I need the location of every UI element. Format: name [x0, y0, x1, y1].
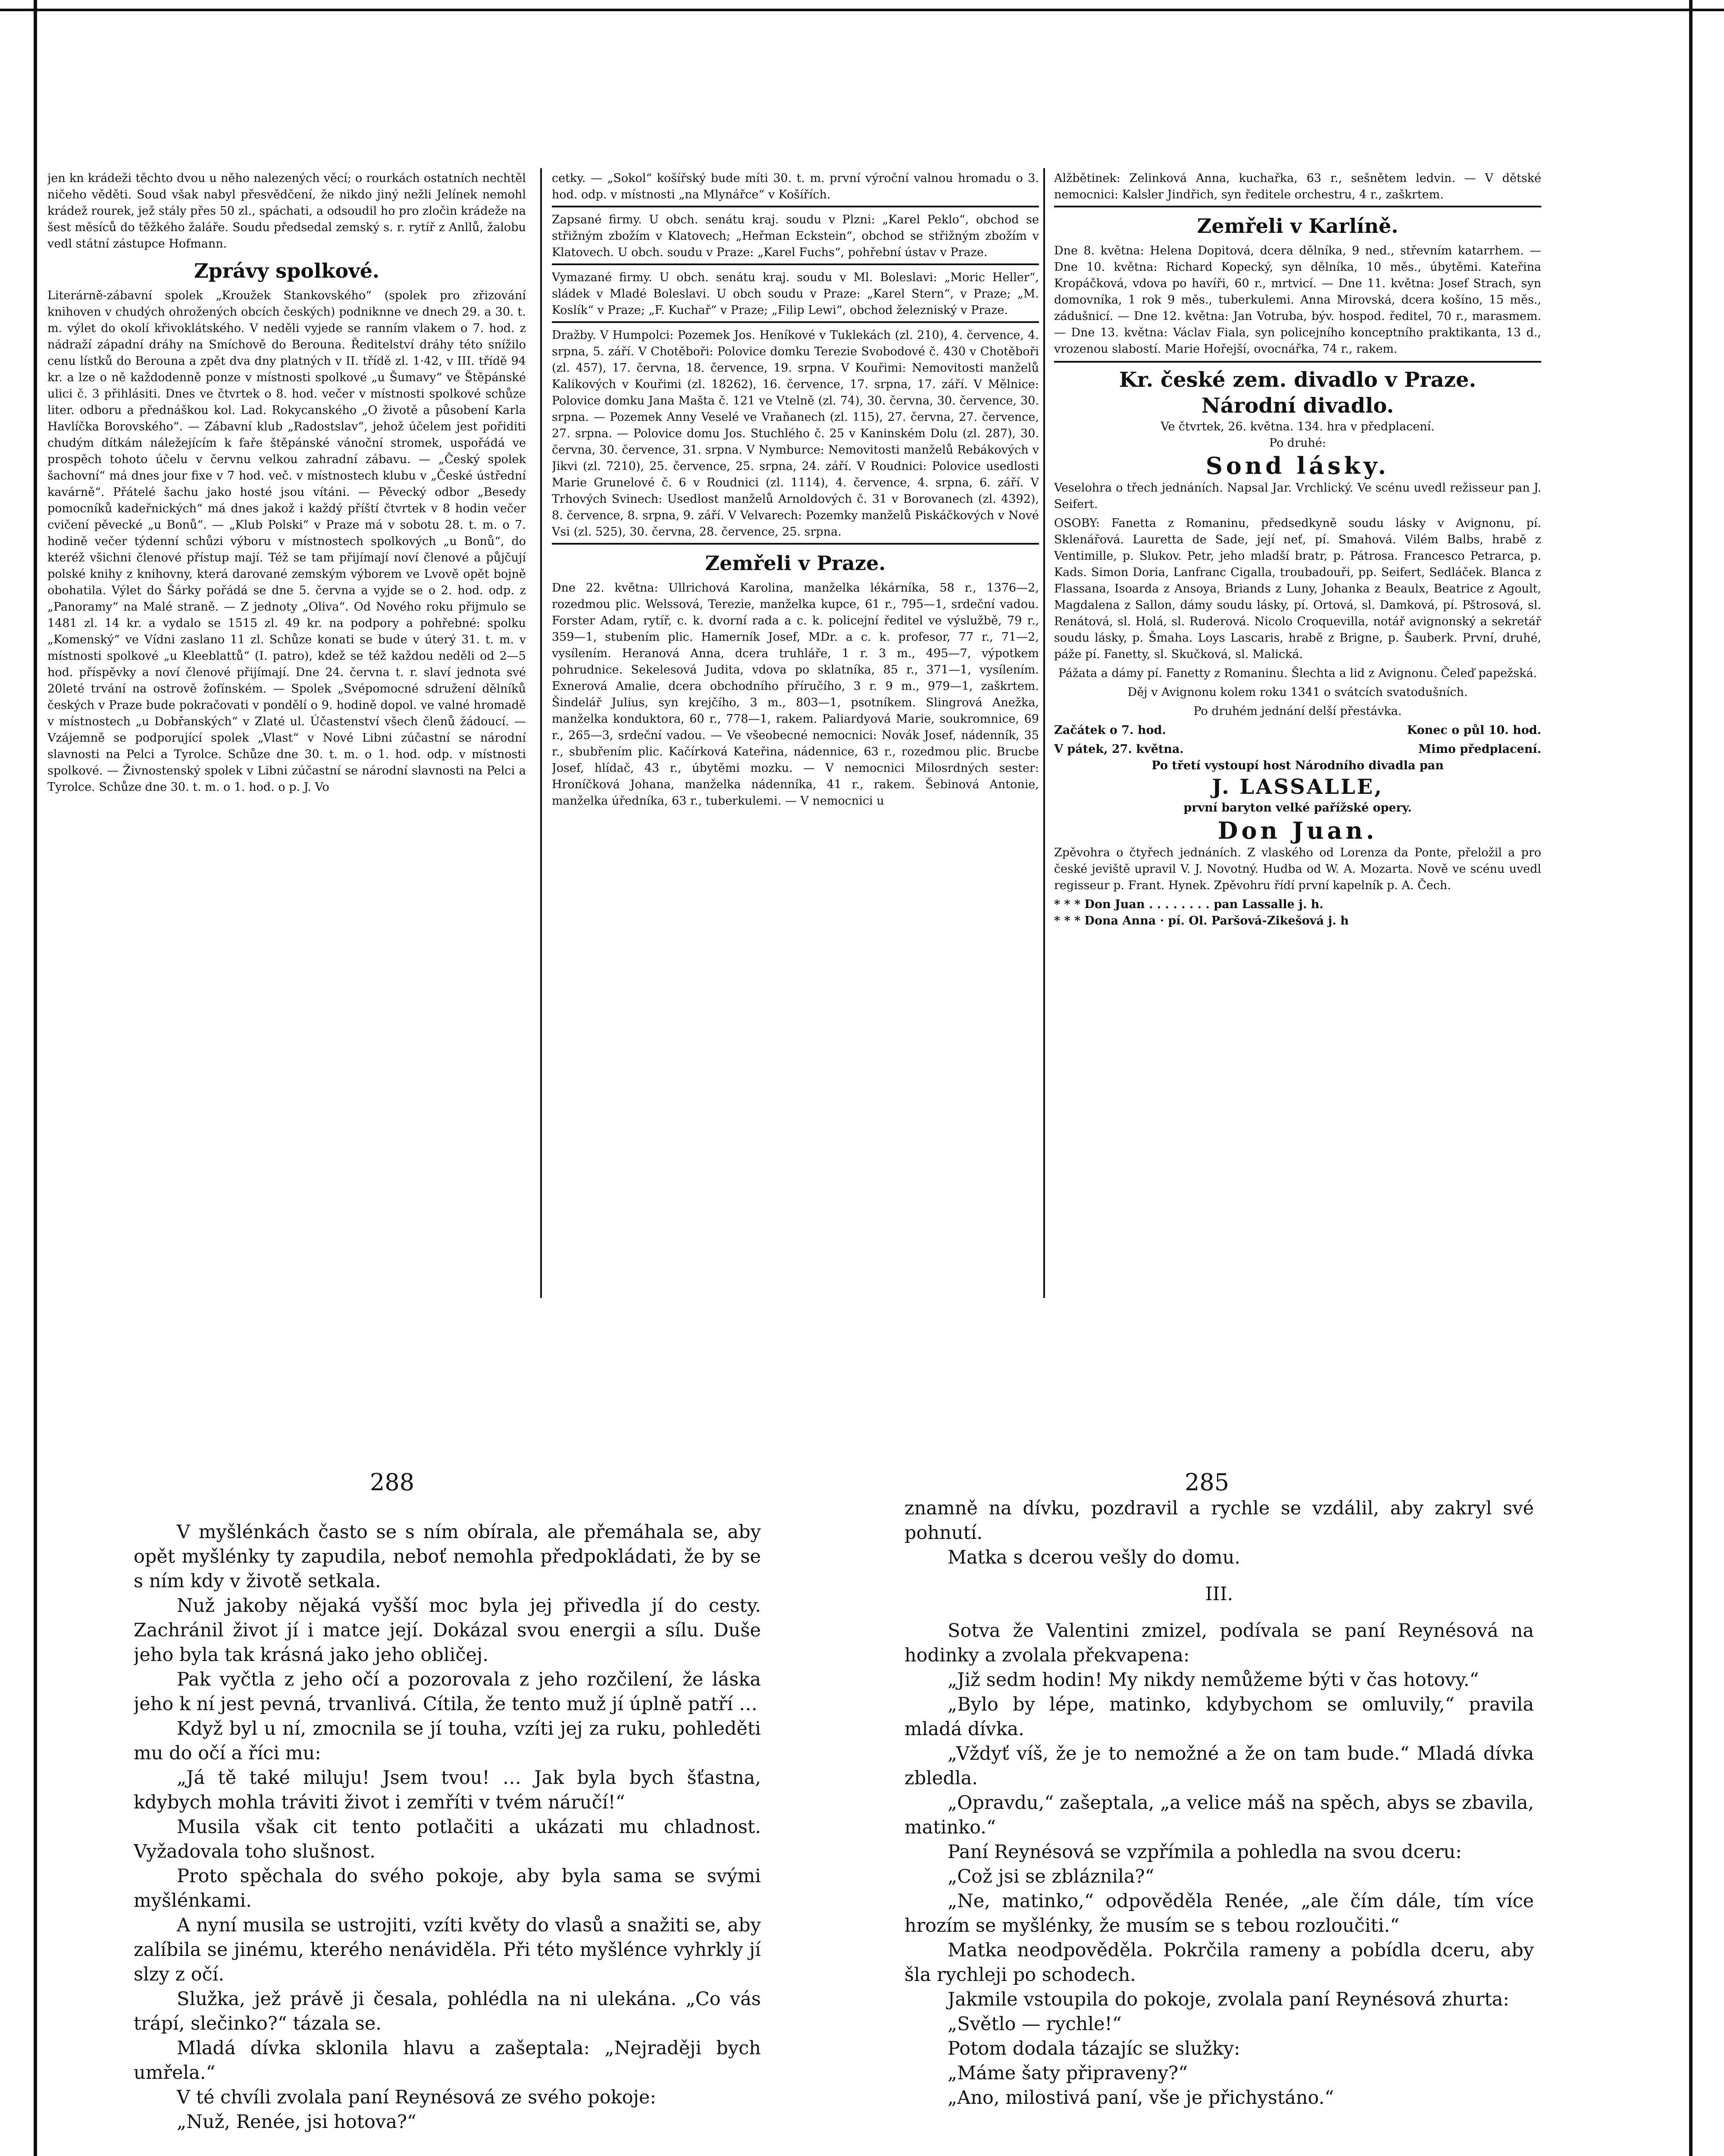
chapter-number: III.	[1205, 1583, 1233, 1605]
play-description: Veselohra o třech jednáních. Napsal Jar. Vrchlický. Ve scénu uvedl režisseur pan J. Seifert.	[1054, 481, 1541, 511]
page-right-border	[1689, 0, 1693, 2156]
column-divider	[1043, 168, 1045, 1298]
page-number-left: 288	[370, 1469, 415, 1496]
novel-paragraph: Sotva že Valentini zmizel, podívala se paní Reynésová na hodinky a zvolala překvapena:	[904, 1620, 1534, 1666]
novel-paragraph: Pak vyčtla z jeho očí a pozorovala z jeho rozčilení, že láska jeho k ní jest pevná, trvanlivá. Cítila, že tento muž jí úplně patří …	[134, 1669, 761, 1715]
section-heading: Zprávy spolkové.	[194, 259, 380, 282]
friday-date: V pátek, 27. května.	[1054, 743, 1184, 756]
novel-paragraph: „Máme šaty připraveny?“	[948, 2062, 1188, 2084]
novel-paragraph: Matka neodpověděla. Pokrčila rameny a pobídla dceru, aby šla rychleji po schodech.	[904, 1940, 1534, 1986]
page-top-border	[0, 9, 1724, 11]
intermission-note: Po druhém jednání delší přestávka.	[1193, 705, 1402, 718]
friday-row	[1054, 741, 1541, 758]
novel-page-left	[134, 1520, 761, 2156]
guest-name: J. LASSALLE,	[1212, 775, 1383, 799]
cast-line: * * * Dona Anna · pí. Ol. Paršová-Zikešová j. h	[1054, 914, 1349, 928]
novel-paragraph: A nyní musila se ustrojiti, vzíti květy do vlasů a snažiti se, aby zalíbila se jinému, kterého nenáviděla. Při této myšlénce vyhrkly jí slzy z očí.	[134, 1915, 761, 1985]
play-title: Sond lásky.	[1205, 452, 1390, 479]
news-column-2	[552, 170, 1039, 1300]
start-time: Začátek o 7. hod.	[1054, 724, 1166, 737]
novel-paragraph: Matka s dcerou vešly do domu.	[948, 1547, 1241, 1568]
performance-note: Po druhé:	[1269, 436, 1326, 450]
novel-paragraph: Nuž jakoby nějaká vyšší moc byla jej přivedla jí do cesty. Zachránil život jí i matce její. Dokázal svou energii a sílu. Duše jeho byla tak krásná jako jeho obličej.	[134, 1595, 761, 1666]
setting-note: Děj v Avignonu kolem roku 1341 o svátcích svatodušních.	[1127, 686, 1468, 699]
novel-paragraph: „Nuž, Renée, jsi hotova?“	[177, 2111, 416, 2133]
non-subscription: Mimo předplacení.	[1418, 743, 1541, 756]
news-paragraph: jen kn krádeži těchto dvou u něho nalezených věcí; o rourkách ostatních nechtěl ničeho věděti. Soud však nabyl přesvědčení, že nikdo jiný nežli Jelínek nemohl krádež rourek, jež stály přes 50 zl., spáchati, a odsoudil ho pro zločin krádeže na šest měsíců do těžkého žaláře. Soudu předsedal zemský s. r. rytíř z Anllů, žalobu vedl státní zástupce Hofmann.	[47, 172, 526, 251]
news-paragraph: Vymazané firmy. U obch. senátu kraj. soudu v Ml. Boleslavi: „Moric Heller“, sládek v Mladé Boleslavi. U obch soudu v Praze: „Karel Stern“, v Praze; „M. Koslík“ v Praze; „F. Kuchař“ v Praze; „Filip Lewi“, obchod železniský v Praze.	[552, 271, 1039, 317]
page-number-right: 285	[1185, 1469, 1230, 1496]
section-heading: Zemřeli v Praze.	[705, 552, 886, 575]
theatre-heading: Kr. české zem. divadlo v Praze.	[1119, 368, 1477, 392]
novel-paragraph: Mladá dívka sklonila hlavu a zašeptala: „Nejraději bych umřela.“	[134, 2037, 761, 2084]
novel-paragraph: Jakmile vstoupila do pokoje, zvolala paní Reynésová zhurta:	[948, 1989, 1509, 2010]
extras-note: Pážata a dámy pí. Fanetty z Romaninu. Šlechta a lid z Avignonu. Čeleď papežská.	[1058, 667, 1537, 680]
novel-paragraph: „Já tě také miluju! Jsem tvou! … Jak byla bych šťastna, kdybych mohla tráviti život i zemříti v tvém náručí!“	[134, 1767, 761, 1813]
news-paragraph: Dne 8. května: Helena Dopitová, dcera dělníka, 9 ned., střevním katarrhem. — Dne 10. května: Richard Kopecký, syn dělníka, 10 měs., úbytěmi. Kateřina Kropáčková, vdova po havíři, 60 r., mrtvicí. — Dne 11. května: Josef Strach, syn domovníka, 1 rok 9 měs., tuberkulemi. Anna Mirovská, dcera košíno, 15 měs., zádušnicí. — Dne 12. května: Jan Votruba, býv. hospod. ředitel, 70 r., marasmem. — Dne 13. května: Václav Fiala, syn policejního konceptního praktikanta, 13 d., vrozenou slabostí. Marie Hořejší, ovocnářka, 74 r., rakem.	[1054, 244, 1541, 356]
novel-paragraph: Paní Reynésová se vzpřímila a pohledla na svou dceru:	[948, 1841, 1462, 1863]
news-column-3	[1054, 170, 1541, 1300]
novel-paragraph: „Bylo by lépe, matinko, kdybychom se omluvily,“ pravila mladá dívka.	[904, 1694, 1534, 1740]
opera-title: Don Juan.	[1217, 817, 1378, 844]
guest-note: Po třetí vystoupí host Národního divadla pan	[1151, 759, 1444, 772]
news-paragraph: Dne 22. května: Ullrichová Karolina, manželka lékárníka, 58 r., 1376—2, rozedmou plic. Welssová, Terezie, manželka kupce, 61 r., 795—1, srdeční vadou. Forster Adam, rytíř, c. k. dvorní rada a c. k. policejní ředitel ve výslužbě, 79 r., 359—1, stubením plic. Hamerník Josef, MDr. a c. k. profesor, 77 r., 71—2, vysílením. Heranová Anna, dcera truhláře, 1 r. 3 m., 495—7, výpotkem pohrudnice. Sekelesová Judita, vdova po sklatníka, 85 r., 371—1, vysílením. Exnerová Amalie, dcera obchodního příručího, 3 r. 9 m., 979—1, zaškrtem. Šindelář Julius, syn krejčího, 3 m., 803—1, psotníkem. Slingrová Anežka, manželka konduktora, 60 r., 778—1, rakem. Paliardyová Marie, soukromnice, 69 r., 265—3, srdeční vadou. — Ve všeobecné nemocnici: Novák Josef, nádenník, 35 r., sbubřením plic. Kačírková Kateřina, nádennice, 63 r., rozedmou plic. Brucbe Josef, hlídač, 43 r., úbytěmi mozku. — V nemocnici Milosrdných sester: Hroníčková Johana, manželka nádenníka, 41 r., rakem. Šebinová Antonie, manželka úředníka, 63 r., tuberkulemi. — V nemocnici u	[552, 581, 1039, 808]
news-paragraph: Dražby. V Humpolci: Pozemek Jos. Heníkové v Tuklekách (zl. 210), 4. července, 4. srpna, 5. září. V Chotěboři: Polovice domku Terezie Svobodové č. 430 v Chotěboři (zl. 457), 17. června, 18. července, 19. srpna. V Kouřimi: Nemovitosti manželů Kalikových v Kouřimi (zl. 18262), 16. července, 17. srpna, 17. září. V Mělnice: Polovice domku Jana Mašta č. 121 ve Vtelně (zl. 74), 30. června, 30. července, 30. srpna. — Pozemek Anny Veselé ve Vraňanech (zl. 115), 27. června, 27. července, 27. srpna. — Polovice domu Jos. Stuchlého č. 25 v Kaninském Dolu (zl. 287), 30. června, 30. července, 31. srpna. V Nymburce: Nemovitosti manželů Rebákových v Jikvi (zl. 7210), 25. července, 25. srpna, 24. září. V Roudnici: Polovice usedlosti Marie Grunelové č. 6 v Roudnici (zl. 1114), 4. července, 4. srpna, 6. září. V Trhových Svinech: Usedlost manželů Arnoldových č. 31 v Borovanech (zl. 4392), 8. července, 8. srpna, 9. září. V Velvarech: Pozemky manželů Piskáčkových v Nové Vsi (zl. 525), 30. června, 28. července, 25. srpna.	[552, 329, 1039, 539]
column-divider	[540, 168, 542, 1298]
cast-list: OSOBY: Fanetta z Romaninu, předsedkyně soudu lásky v Avignonu, pí. Sklenářová. Lauretta de Sade, její neť, pí. Smahová. Vilém Balbs, hrabě z Ventimille, p. Slukov. Petr, jeho mladší bratr, p. Pátrosa. Francesco Petrarca, p. Kads. Simon Doria, Lanfranc Cigalla, troubadouři, pp. Seifert, Sedláček. Blanca z Flassana, Isoarda z Ansoya, Briands z Luny, Johanka z Beaulx, Beatrice z Agoult, Magdalena z Sallon, dámy soudu lásky, pí. Ortová, sl. Damková, pí. Pštrosová, sl. Renátová, sl. Holá, sl. Ruderová. Nicolo Croquevilla, notář avignonský a sekretář soudu lásky, p. Šmaha. Loys Lascaris, hrabě z Brigne, p. Šauberk. První, druhé, páže pí. Fanetty, sl. Skučková, sl. Malická.	[1054, 517, 1541, 661]
novel-page-right	[904, 1496, 1534, 2156]
section-divider	[552, 263, 1039, 265]
news-paragraph: cetky. — „Sokol“ košířský bude míti 30. t. m. první výroční valnou hromadu o 3. hod. odp. v místnosti „na Mlynářce“ v Košířích.	[552, 172, 1039, 201]
news-paragraph: Alžbětinek: Zelinková Anna, kuchařka, 63 r., sešnětem ledvin. — V dětské nemocnici: Kalsler Jindřich, syn ředitele orchestru, 4 r., zaškrtem.	[1054, 172, 1541, 201]
novel-paragraph: Proto spěchala do svého pokoje, aby byla sama se svými myšlénkami.	[134, 1865, 761, 1912]
novel-paragraph: „Vždyť víš, že je to nemožné a že on tam bude.“ Mladá dívka zbledla.	[904, 1743, 1534, 1789]
news-paragraph: Literárně-zábavní spolek „Kroužek Stankovského“ (spolek pro zřizování knihoven v chudých ohrožených obcích českých) podniknne ve dnech 29. a 30. t. m. výlet do okolí křivoklátského. V neděli vyjede se ranním vlakem o 7. hod. z nádraží západní dráhy na Smíchově do Berouna. Ředitelství dráhy této snížilo cenu lístků do Berouna a zpět dva dny platných v II. třídě zl. 1·42, v III. třídě 94 kr. a lze o ně každodenně ponze v místnosti spolkové „u Šumavy“ ve Štěpánské ulici č. 3 přihlásiti. Dnes ve čtvrtek o 8. hod. večer v místnosti spolkové schůze liter. odboru a přednáškou kol. Lad. Rokycanského „O životě a působení Karla Havlíčka Borovského“. — Zábavní klub „Radostslav“, jehož účelem jest pořiditi chudým dítkám náležejícím k faře štěpánské vánoční stromek, uspořádá ve prospěch tohoto účelu v červnu velkou zahradní zábavu. — „Český spolek šachovní“ má dnes jour fixe v 7 hod. več. v místnostech klubu v „České ústřední kavárně“. Přátelé šachu jako hosté jsou vítáni. — Pěvecký odbor „Besedy pomocníků kadeřnických“ má dnes jakož i každý příští čtvrtek v 8 hodin večer cvičení pěvecké „u Bonů“. — „Klub Polski“ v Praze má v sobotu 28. t. m. o 7. hodině večer týdenní schůzi výboru v místnostech spolkových „u Bonů“, do kteréž všichni členové přístup mají. Též se tam přijímají noví členové a půjčují polské knihy z knihovny, která darované zemským výborem ve Lvově opět bojně obohatila. Výlet do Šárky pořádá se dne 5. června a vyjde se o 2. hod. odp. z „Panoramy“ na Malé straně. — Z jednoty „Oliva“. Od Nového roku přijmulo se 1481 zl. 14 kr. a vydalo se 1515 zl. 49 kr. na podpory a pohřebné: spolku „Komenský“ ve Vídni zaslano 11 zl. Schůze konati se bude v úterý 31. t. m. v místnosti spolkové „u Kleeblattů“ (I. patro), kdež se též každou neděli od 2—5 hod. příspěvky a noví členové přijímají. Dne 24. června t. r. slaví jednota své 20leté trvání na ostrově žofínském. — Spolek „Svépomocné sdružení dělníků českých v Praze bude pokračovati v pondělí o 9. hodině dopol. ve valné hromadě v místnostech „u Dobřanských“ v Zlaté ul. Účastenství všech členů žádoucí. — Vzájemně se podporující spolek „Vlast“ v Nové Libni zúčastní se národní slavnosti na Pelci a Tyrolce. Schůze dne 30. t. m. o 1. hod. odp. v místnosti spolkové. — Živnostenský spolek v Libni zúčastní se národní slavnosti na Pelci a Tyrolce. Schůze dne 30. t. m. o 1. hod. o p. J. Vo	[47, 289, 526, 794]
novel-paragraph: Potom dodala tázajíc se služky:	[948, 2038, 1240, 2059]
novel-paragraph: V myšlénkách často se s ním obírala, ale přemáhala se, aby opět myšlénky ty zapudila, neboť nemohla předpokládati, že by se s ním kdy v životě setkala.	[134, 1521, 761, 1592]
novel-paragraph: Musila však cit tento potlačiti a ukázati mu chladnost. Vyžadovala toho slušnost.	[134, 1816, 761, 1862]
section-divider	[552, 321, 1039, 323]
end-time: Konec o půl 10. hod.	[1407, 724, 1541, 737]
novel-paragraph: „Ano, milostivá paní, vše je přichystáno.“	[948, 2087, 1334, 2109]
times-row	[1054, 722, 1541, 739]
section-divider	[1054, 361, 1541, 363]
opera-description: Zpěvohra o čtyřech jednáních. Z vlaského od Lorenza da Ponte, přeložil a pro české jeviště upravil V. J. Novotný. Hudba od W. A. Mozarta. Nově ve scénu uvedl regisseur p. Frant. Hynek. Zpěvohru řídí první kapelník p. A. Čech.	[1054, 846, 1541, 892]
novel-paragraph: Služka, jež právě ji česala, pohlédla na ni ulekána. „Co vás trápí, slečinko?“ tázala se.	[134, 1988, 761, 2034]
news-paragraph: Zapsané firmy. U obch. senátu kraj. soudu v Plzni: „Karel Peklo“, obchod se střižným zbožím v Klatovech; „Heřman Eckstein“, obchod se střižným zbožím v Klatovech. U obch. soudu v Praze: „Karel Fuchs“, pohřební ústav v Praze.	[552, 213, 1039, 259]
novel-paragraph: „Opravdu,“ zašeptala, „a velice máš na spěch, abys se zbavila, matinko.“	[904, 1792, 1534, 1838]
novel-paragraph: „Což jsi se zbláznila?“	[948, 1866, 1155, 1887]
section-divider	[552, 206, 1039, 207]
cast-line: * * * Don Juan . . . . . . . . pan Lassalle j. h.	[1054, 898, 1324, 911]
section-heading: Zemřeli v Karlíně.	[1197, 214, 1399, 238]
novel-paragraph: „Světlo — rychle!“	[948, 2013, 1122, 2035]
performance-date: Ve čtvrtek, 26. května. 134. hra v předplacení.	[1161, 420, 1435, 433]
theatre-subheading: Národní divadlo.	[1201, 394, 1394, 418]
section-divider	[1054, 206, 1541, 207]
novel-paragraph: „Ne, matinko,“ odpověděla Renée, „ale čím dále, tím více hrozím se myšlénky, že musím se s tebou rozloučiti.“	[904, 1890, 1534, 1937]
novel-paragraph: V té chvíli zvolala paní Reynésová ze svého pokoje:	[177, 2087, 656, 2108]
novel-paragraph: „Již sedm hodin! My nikdy nemůžeme býti v čas hotovy.“	[948, 1669, 1479, 1691]
guest-description: první baryton velké pařížské opery.	[1183, 801, 1412, 815]
news-column-1	[47, 170, 526, 1300]
section-divider	[552, 543, 1039, 545]
novel-paragraph: Když byl u ní, zmocnila se jí touha, vzíti jej za ruku, pohleděti mu do očí a říci mu:	[134, 1718, 761, 1764]
page-left-border	[34, 0, 37, 2156]
novel-paragraph: znamně na dívku, pozdravil a rychle se vzdálil, aby zakryl své pohnutí.	[904, 1498, 1534, 1544]
